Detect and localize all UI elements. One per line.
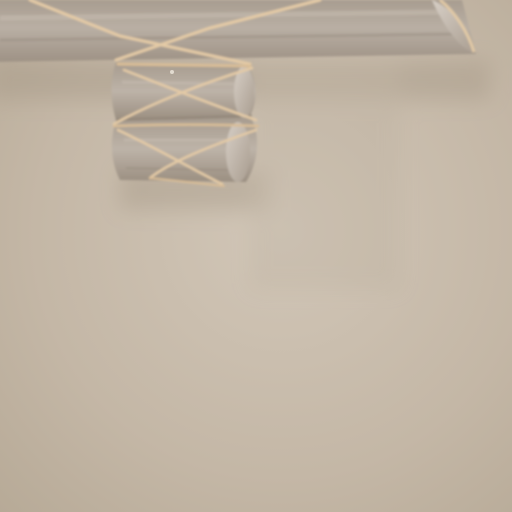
specular-highlight	[170, 70, 174, 74]
small-roll-end-bottom	[226, 122, 250, 182]
large-roll	[0, 0, 476, 62]
